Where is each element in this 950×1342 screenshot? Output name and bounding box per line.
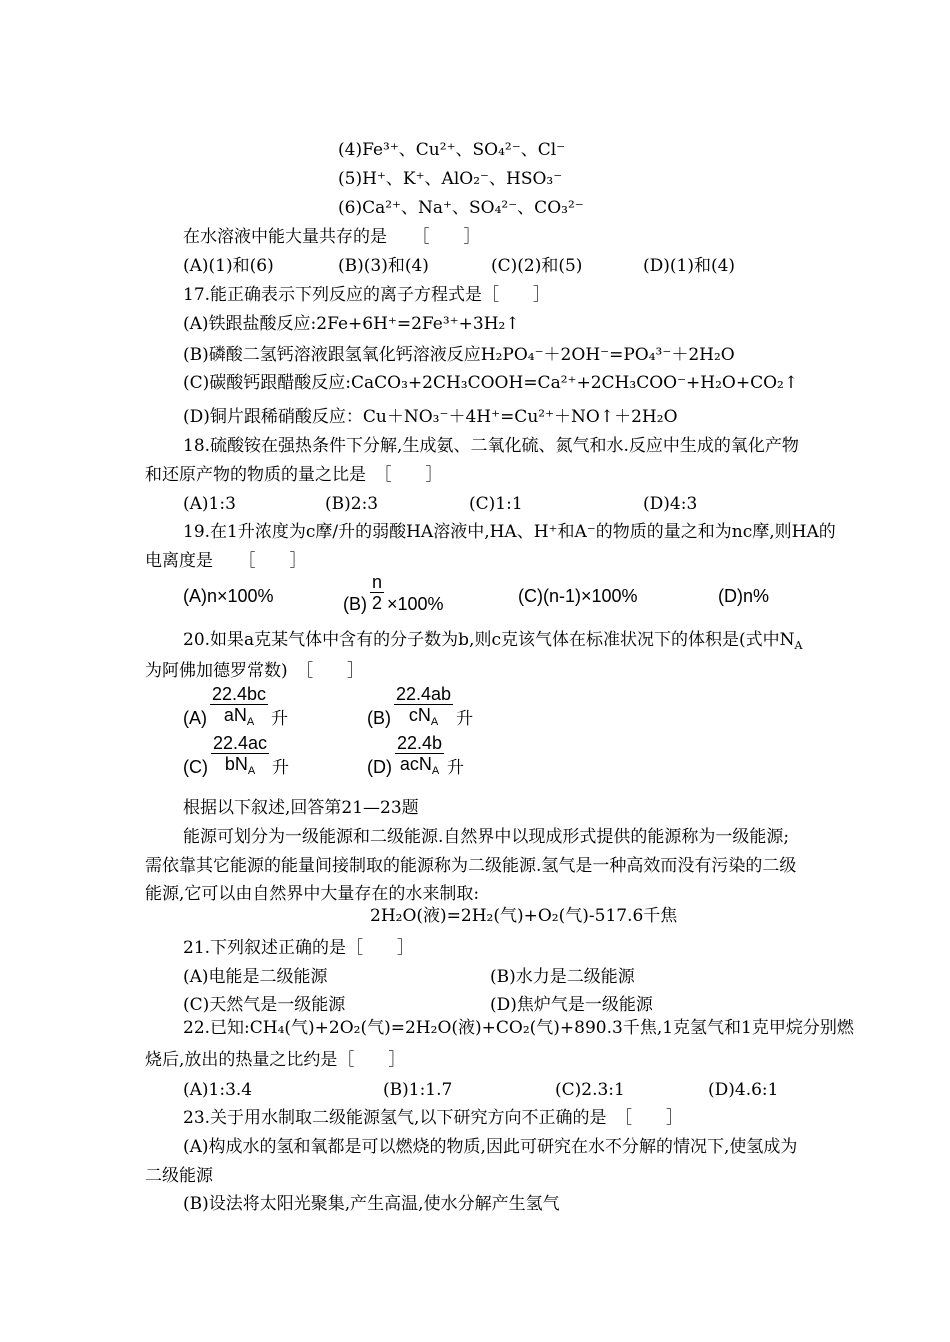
q20-option-d-den-main: acN [399,754,432,774]
q22-option-b: (B)1:1.7 [383,1080,453,1100]
q16-option-a: (A)(1)和(6) [183,256,274,276]
q20-option-c-unit: 升 [272,757,290,778]
q19-option-a: (A)n×100% [183,586,274,606]
q20-option-a-unit: 升 [271,708,289,729]
q20-stem-line1 [183,629,802,653]
q18-option-b: (B)2:3 [325,494,379,514]
q17-stem: 17.能正确表示下列反应的离子方程式是［ ］ [183,285,551,305]
q18-stem-line1: 18.硫酸铵在强热条件下分解,生成氨、二氧化硫、氮气和水.反应中生成的氧化产物 [183,436,799,456]
q20-option-a-denominator [210,705,268,728]
q21-option-a: (A)电能是二级能源 [183,967,328,987]
passage-intro: 根据以下叙述,回答第21—23题 [183,798,419,818]
q18-option-a: (A)1:3 [183,494,236,514]
q22-stem-line1: 22.已知:CH₄(气)+2O₂(气)=2H₂O(液)+CO₂(气)+890.3千焦,1克氢气和1克甲烷分别燃 [183,1018,854,1038]
q20-option-b-den-sub: A [430,716,439,728]
q19-stem-line1: 19.在1升浓度为c摩/升的弱酸HA溶液中,HA、H⁺和A⁻的物质的量之和为nc摩,则HA的 [183,522,836,542]
q21-option-d: (D)焦炉气是一级能源 [490,995,653,1015]
passage-equation: 2H₂O(液)=2H₂(气)+O₂(气)-517.6千焦 [370,906,678,926]
q19-option-d: (D)n% [718,586,770,606]
q20-option-a-label: (A) [183,707,207,728]
q20-option-d-fraction [395,733,444,777]
q17-option-a: (A)铁跟盐酸反应:2Fe+6H⁺=2Fe³⁺+3H₂↑ [183,314,520,334]
q20-option-d [367,733,464,781]
q20-option-c-numerator: 22.4ac [213,733,268,753]
q21-option-b: (B)水力是二级能源 [490,967,635,987]
q20-option-c-fraction [211,733,269,777]
q22-stem-line2: 烧后,放出的热量之比约是［ ］ [145,1050,406,1070]
q20-option-b-denominator [394,705,453,728]
q20-option-d-label: (D) [367,756,392,777]
q16-option-b: (B)(3)和(4) [338,256,429,276]
q20-stem-line2: 为阿佛加德罗常数) ［ ］ [145,661,365,681]
q20-option-a-numerator: 22.4bc [212,684,267,704]
q21-option-c: (C)天然气是一级能源 [183,995,346,1015]
q20-option-b-numerator: 22.4ab [396,684,452,704]
q20-option-d-denominator [395,754,444,777]
q23-option-b: (B)设法将太阳光聚集,产生高温,使水分解产生氢气 [183,1194,560,1214]
passage-line-1: 能源可划分为一级能源和二级能源.自然界中以现成形式提供的能源称为一级能源; [183,827,790,847]
q20-option-c-label: (C) [183,756,208,777]
q16-stem: 在水溶液中能大量共存的是 ［ ］ [183,227,481,247]
q17-option-b: (B)磷酸二氢钙溶液跟氢氧化钙溶液反应H₂PO₄⁻＋2OH⁻=PO₄³⁻＋2H₂O [183,345,735,365]
ion-group-6: (6)Ca²⁺、Na⁺、SO₄²⁻、CO₃²⁻ [338,198,584,218]
q23-option-a-line1: (A)构成水的氢和氧都是可以燃烧的物质,因此可研究在水不分解的情况下,使氢成为 [183,1137,798,1157]
q22-option-d: (D)4.6:1 [708,1080,779,1100]
q18-option-c: (C)1:1 [469,494,523,514]
q23-option-a-line2: 二级能源 [145,1166,213,1186]
q20-option-c-denominator [211,754,269,777]
q19-option-b-tail: ×100% [387,594,444,615]
q20-option-d-den-sub: A [431,765,440,777]
q20-option-c-den-sub: A [247,765,256,777]
q19-option-b-label: (B) [343,594,367,615]
q19-option-b [343,572,444,613]
q19-option-b-fraction [370,572,384,613]
q19-option-c: (C)(n-1)×100% [518,586,638,606]
q20-option-b [367,684,473,732]
q20-option-b-unit: 升 [456,708,474,729]
q20-option-a-den-sub: A [246,716,255,728]
q18-option-d: (D)4:3 [643,494,698,514]
q22-option-a: (A)1:3.4 [183,1080,253,1100]
q16-option-c: (C)(2)和(5) [491,256,583,276]
q20-option-c-den-main: bN [224,754,248,774]
q20-option-b-label: (B) [367,707,391,728]
q20-option-d-unit: 升 [447,757,465,778]
q19-option-b-denominator: 2 [372,593,383,613]
q23-stem: 23.关于用水制取二级能源氢气,以下研究方向不正确的是 ［ ］ [183,1108,683,1128]
q20-stem-text: 20.如果a克某气体中含有的分子数为b,则c克该气体在标准状况下的体积是(式中N [183,630,795,650]
q17-option-d: (D)铜片跟稀硝酸反应：Cu＋NO₃⁻＋4H⁺=Cu²⁺＋NO↑＋2H₂O [183,407,678,427]
q20-option-c [183,733,289,781]
q20-option-d-numerator: 22.4b [397,733,443,753]
q20-option-b-den-main: cN [408,705,431,725]
q19-stem-line2: 电离度是 ［ ］ [145,551,307,571]
q17-option-c: (C)碳酸钙跟醋酸反应:CaCO₃+2CH₃COOH=Ca²⁺+2CH₃COO⁻+H₂O+CO₂↑ [183,373,799,393]
q20-option-a-fraction [210,684,268,728]
q16-option-d: (D)(1)和(4) [643,256,736,276]
passage-line-3: 能源,它可以由自然界中大量存在的水来制取: [145,884,480,904]
q20-option-b-fraction [394,684,453,728]
q20-option-a [183,684,288,732]
passage-line-2: 需依靠其它能源的能量间接制取的能源称为二级能源.氢气是一种高效而没有污染的二级 [145,856,797,876]
q20-option-a-den-main: aN [223,705,247,725]
q19-options [183,572,883,618]
q19-option-b-numerator: n [372,572,383,592]
q18-stem-line2: 和还原产物的物质的量之比是 ［ ］ [145,465,443,485]
q22-option-c: (C)2.3:1 [555,1080,625,1100]
q20-stem-subscript: A [794,639,803,652]
ion-group-5: (5)H⁺、K⁺、AlO₂⁻、HSO₃⁻ [338,169,563,189]
ion-group-4: (4)Fe³⁺、Cu²⁺、SO₄²⁻、Cl⁻ [338,140,566,160]
q21-stem: 21.下列叙述正确的是［ ］ [183,938,415,958]
